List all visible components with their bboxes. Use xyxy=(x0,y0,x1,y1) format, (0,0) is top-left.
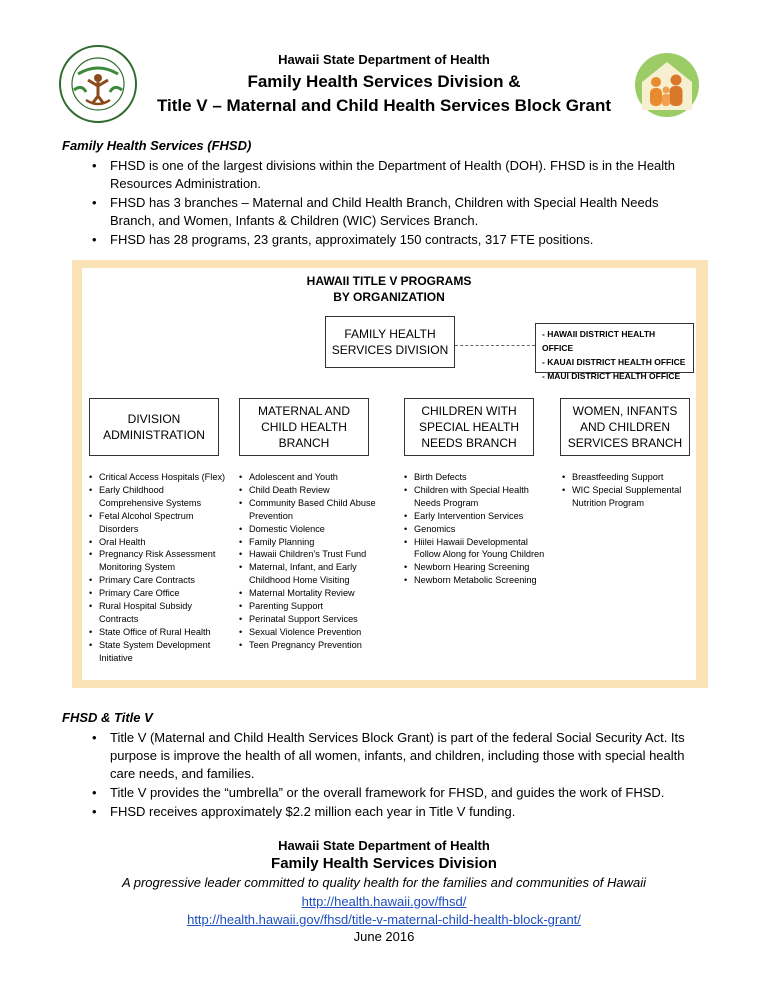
program-item: • Children with Special Health Needs Program xyxy=(404,484,554,510)
program-item: • Oral Health xyxy=(89,536,229,549)
program-item: • Sexual Violence Prevention xyxy=(239,626,387,639)
program-item: • Primary Care Contracts xyxy=(89,574,229,587)
fhsd-bullet-list xyxy=(86,157,706,250)
fhsd-top-box: FAMILY HEALTH SERVICES DIVISION xyxy=(325,316,455,368)
division-admin-programs xyxy=(89,471,229,665)
program-item: • Critical Access Hospitals (Flex) xyxy=(89,471,229,484)
branch-wic-services: WOMEN, INFANTS AND CHILDREN SERVICES BRANCH xyxy=(560,398,690,456)
footer-link-row-2 xyxy=(0,911,768,929)
district-office: - HAWAII DISTRICT HEALTH OFFICE xyxy=(542,329,656,353)
footer-date: June 2016 xyxy=(353,929,415,944)
fhsd-bullet: • FHSD has 3 branches – Maternal and Child Health Branch, Children with Special Health Needs Branch, and Women, Infants & Children (WIC) Services Branch. xyxy=(86,194,706,230)
program-item: • Newborn Metabolic Screening xyxy=(404,574,554,587)
program-item: • Genomics xyxy=(404,523,554,536)
program-item: • Parenting Support xyxy=(239,600,387,613)
header-division: Family Health Services Division & xyxy=(247,72,521,91)
wic-branch-programs xyxy=(562,471,694,510)
branch-maternal-child-health: MATERNAL AND CHILD HEALTH BRANCH xyxy=(239,398,369,456)
district-office: - MAUI DISTRICT HEALTH OFFICE xyxy=(542,371,681,381)
header-title-v: Title V – Maternal and Child Health Services Block Grant xyxy=(156,96,612,115)
header-department: Hawaii State Department of Health xyxy=(278,52,490,67)
program-item: • Early Intervention Services xyxy=(404,510,554,523)
footer-link-row-1 xyxy=(0,893,768,911)
org-chart xyxy=(82,268,696,680)
fhsd-website-link[interactable]: http://health.hawaii.gov/fhsd/ xyxy=(301,894,467,909)
office-connector xyxy=(455,345,535,346)
district-office: - KAUAI DISTRICT HEALTH OFFICE xyxy=(542,357,686,367)
footer-tagline: A progressive leader committed to quality health for the families and communities of Hawaii xyxy=(121,875,647,890)
program-item: • Maternal, Infant, and Early Childhood Home Visiting xyxy=(239,561,387,587)
mch-branch-programs xyxy=(239,471,387,652)
fhsd-section-heading: Family Health Services (FHSD) xyxy=(62,138,252,153)
program-item: • Fetal Alcohol Spectrum Disorders xyxy=(89,510,229,536)
title-v-website-link[interactable]: http://health.hawaii.gov/fhsd/title-v-maternal-child-health-block-grant/ xyxy=(187,912,581,927)
program-item: • Family Planning xyxy=(239,536,387,549)
program-item: • Perinatal Support Services xyxy=(239,613,387,626)
branch-children-special-health-needs: CHILDREN WITH SPECIAL HEALTH NEEDS BRANCH xyxy=(404,398,534,456)
footer-division: Family Health Services Division xyxy=(271,855,497,872)
program-item: • Newborn Hearing Screening xyxy=(404,561,554,574)
titlev-bullet: • Title V (Maternal and Child Health Services Block Grant) is part of the federal Social Security Act. Its purpose is improve the health of all women, infants, and children, including those with special health care needs, and families. xyxy=(86,729,706,783)
program-item: • Early Childhood Comprehensive Systems xyxy=(89,484,229,510)
program-item: • Rural Hospital Subsidy Contracts xyxy=(89,600,229,626)
program-item: • Pregnancy Risk Assessment Monitoring System xyxy=(89,548,229,574)
program-item: • Child Death Review xyxy=(239,484,387,497)
program-item: • Domestic Violence xyxy=(239,523,387,536)
program-item: • Community Based Child Abuse Prevention xyxy=(239,497,387,523)
titlev-bullet: • Title V provides the “umbrella” or the overall framework for FHSD, and guides the work of FHSD. xyxy=(86,784,706,802)
org-chart-title: HAWAII TITLE V PROGRAMS xyxy=(306,274,472,288)
district-offices-box xyxy=(535,323,694,381)
program-item: • State Office of Rural Health xyxy=(89,626,229,639)
program-item: • Primary Care Office xyxy=(89,587,229,600)
org-chart-subtitle: BY ORGANIZATION xyxy=(333,290,445,304)
program-item: • State System Development Initiative xyxy=(89,639,229,665)
program-item: • Breastfeeding Support xyxy=(562,471,694,484)
program-item: • Teen Pregnancy Prevention xyxy=(239,639,387,652)
program-item: • Maternal Mortality Review xyxy=(239,587,387,600)
program-item: • Hawaii Children’s Trust Fund xyxy=(239,548,387,561)
cshn-branch-programs xyxy=(404,471,554,587)
footer-department: Hawaii State Department of Health xyxy=(278,838,490,853)
program-item: • WIC Special Supplemental Nutrition Program xyxy=(562,484,694,510)
program-item: • Birth Defects xyxy=(404,471,554,484)
fhsd-bullet: • FHSD has 28 programs, 23 grants, approximately 150 contracts, 317 FTE positions. xyxy=(86,231,706,249)
titlev-section-heading: FHSD & Title V xyxy=(62,710,153,725)
program-item: • Adolescent and Youth xyxy=(239,471,387,484)
fhsd-bullet: • FHSD is one of the largest divisions within the Department of Health (DOH). FHSD is in the Health Resources Administration. xyxy=(86,157,706,193)
branch-division-administration: DIVISION ADMINISTRATION xyxy=(89,398,219,456)
program-item: • Hiilei Hawaii Developmental Follow Along for Young Children xyxy=(404,536,554,562)
titlev-bullet: • FHSD receives approximately $2.2 million each year in Title V funding. xyxy=(86,803,706,821)
titlev-bullet-list xyxy=(86,729,706,822)
